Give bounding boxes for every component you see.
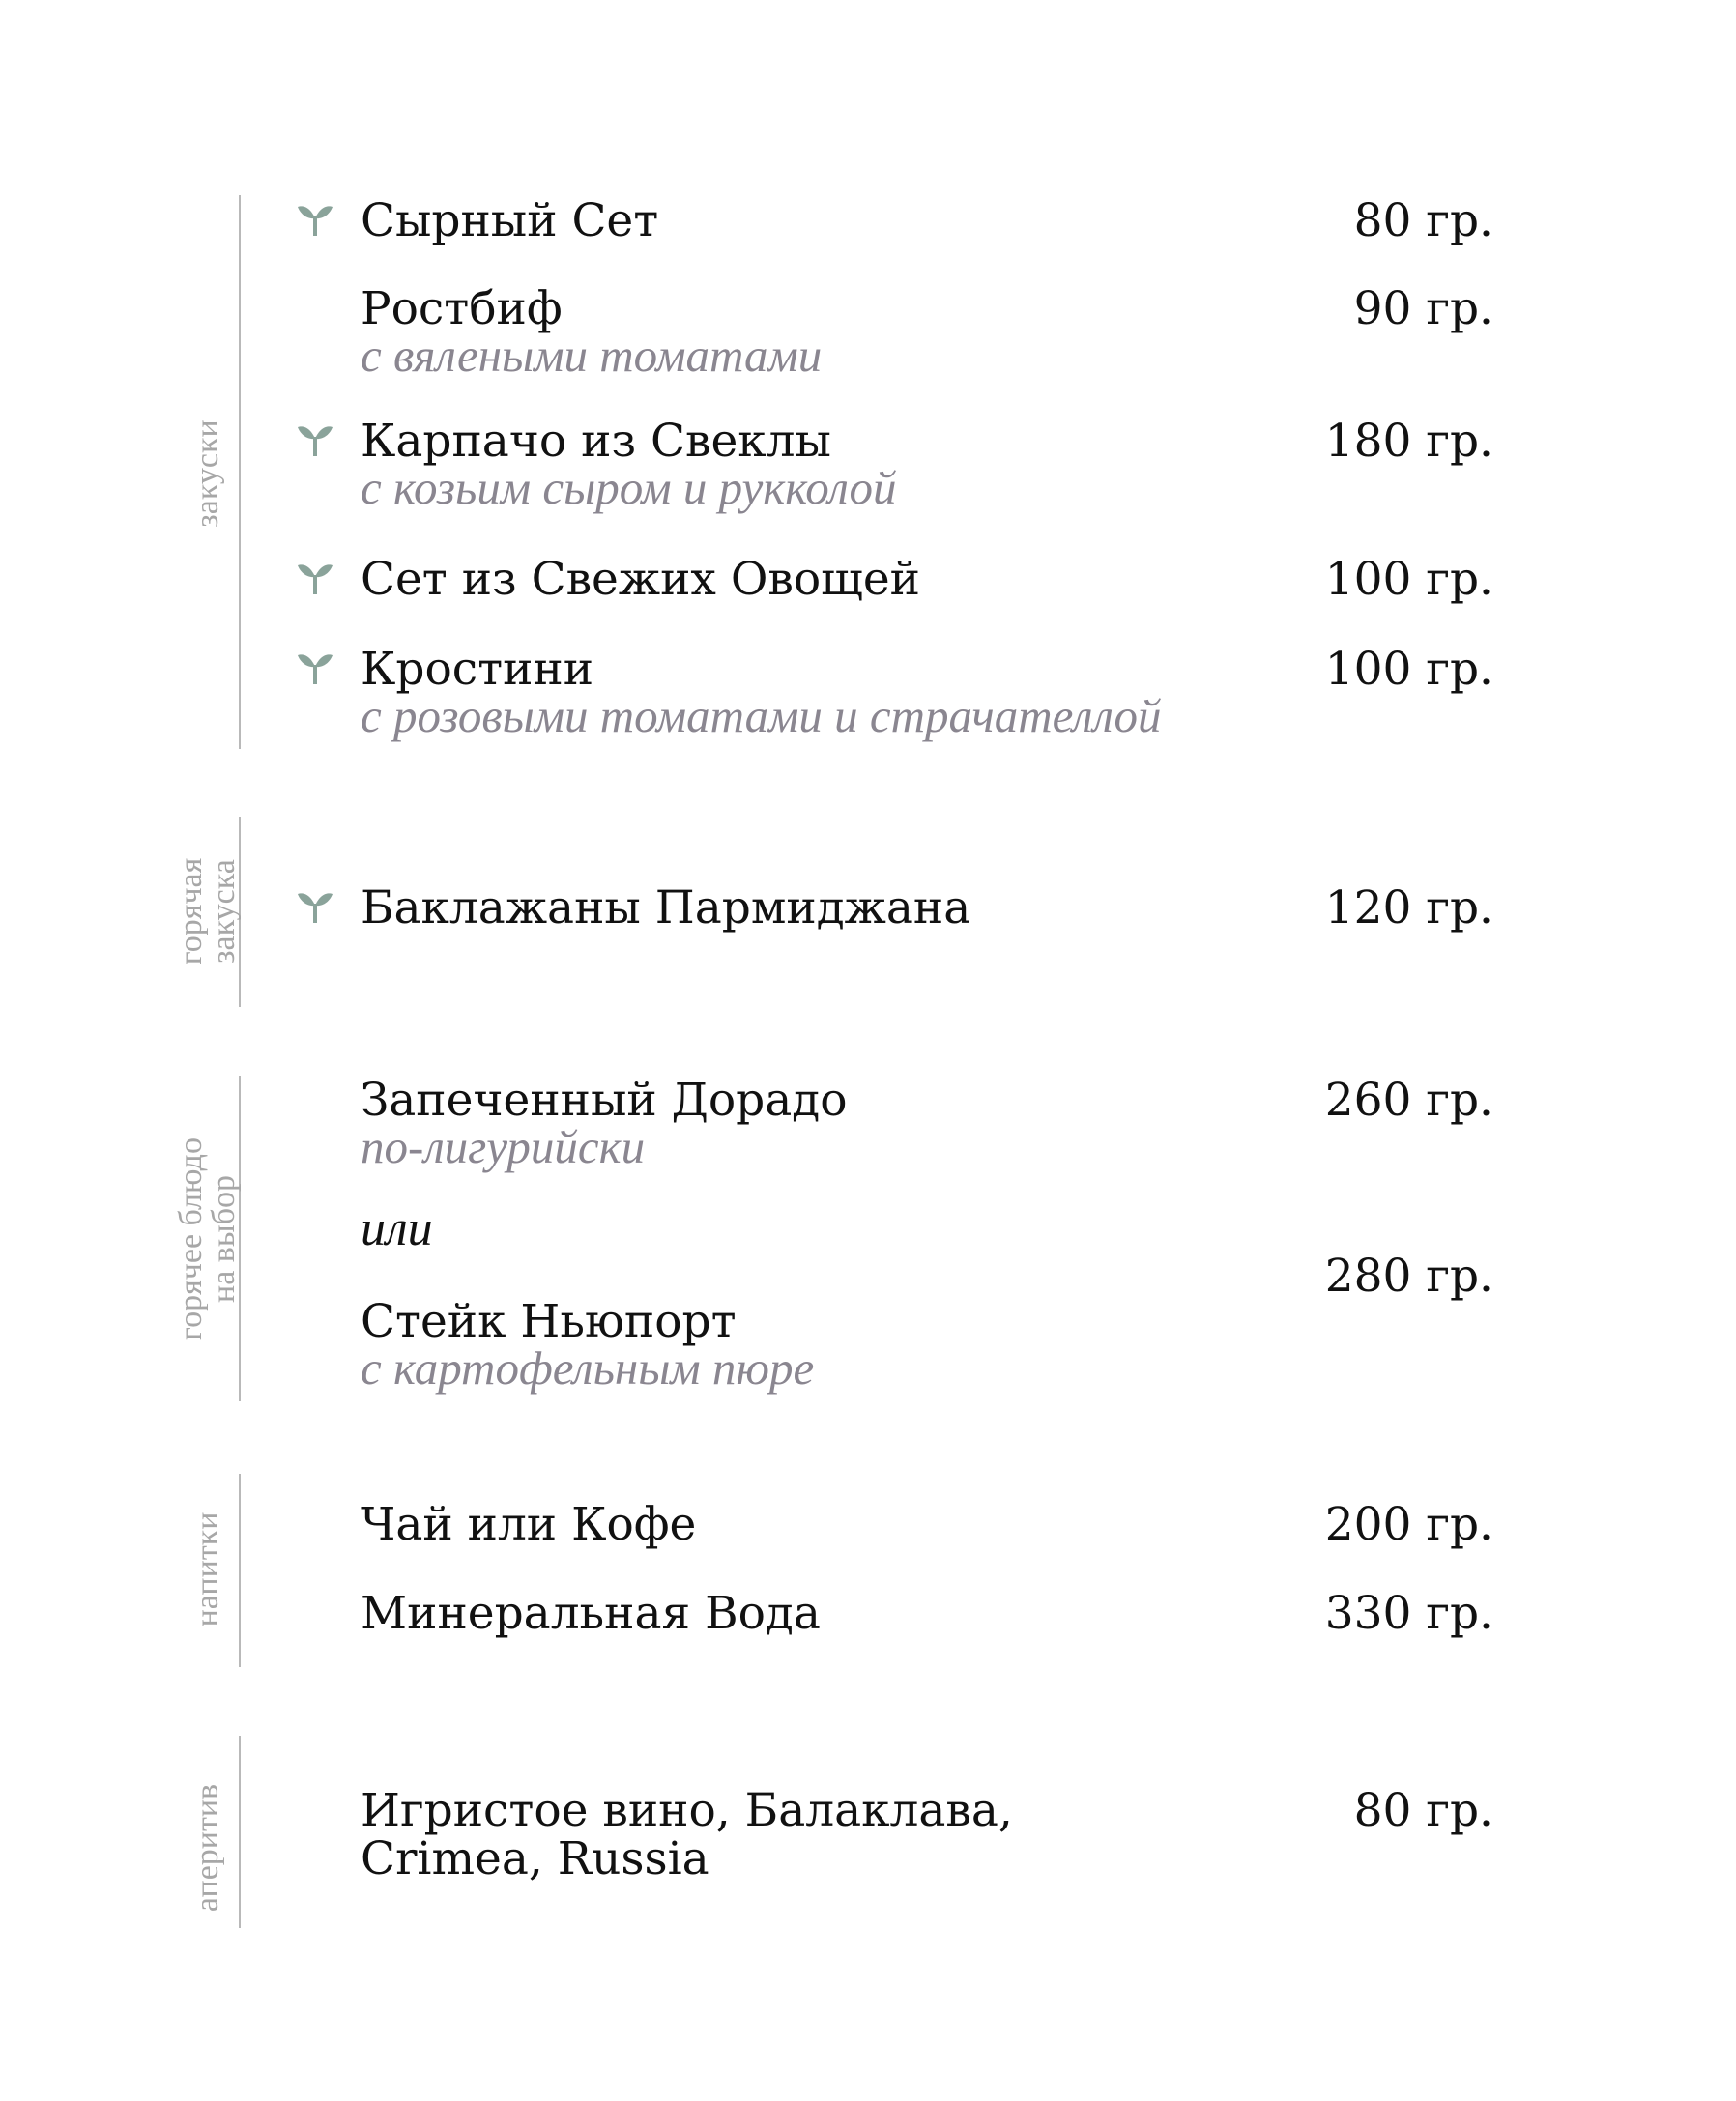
item-subtitle: с розовыми томатами и страчателлой — [361, 689, 1162, 742]
item-price: 80 гр. — [1353, 194, 1493, 247]
sprout-icon — [297, 650, 333, 685]
item-price: 120 гр. — [1324, 881, 1493, 935]
menu-item-eggplant-parmigiana — [361, 881, 1493, 935]
item-name-line-1: Игристое вино, Балаклава, — [361, 1784, 1013, 1837]
sprout-icon — [297, 561, 333, 595]
item-name: Запеченный Дорадо — [361, 1074, 848, 1127]
menu-item-cheese-set — [361, 194, 1493, 247]
item-name: Сет из Свежих Овощей — [361, 553, 920, 606]
section-divider-drinks — [239, 1474, 241, 1667]
item-name: Ростбиф — [361, 282, 563, 335]
sprout-icon — [297, 202, 333, 237]
item-subtitle: с козьим сыром и рукколой — [361, 461, 897, 514]
menu-item-newport-steak — [361, 1295, 1493, 1395]
item-price: 200 гр. — [1324, 1498, 1493, 1551]
item-name: Кростини — [361, 643, 594, 696]
sprout-icon — [297, 422, 333, 457]
choice-separator: или — [361, 1201, 433, 1256]
menu-item-beet-carpaccio — [361, 415, 1493, 514]
item-price: 330 гр. — [1324, 1587, 1493, 1640]
item-name: Сырный Сет — [361, 194, 659, 247]
menu-item-baked-dorado — [361, 1074, 1493, 1173]
item-name: Минеральная Вода — [361, 1587, 821, 1640]
item-price: 100 гр. — [1324, 553, 1493, 606]
sprout-icon — [297, 889, 333, 924]
item-name: Карпачо из Свеклы — [361, 415, 831, 468]
menu-item-mineral-water — [361, 1587, 1493, 1640]
item-price: 180 гр. — [1324, 415, 1493, 468]
item-price: 100 гр. — [1324, 643, 1493, 696]
item-name-line-2: Crimea, Russia — [361, 1832, 709, 1885]
item-price-steak: 280 гр. — [1324, 1250, 1493, 1303]
menu-item-roastbeef — [361, 282, 1493, 382]
item-subtitle: по-лигурийски — [361, 1120, 646, 1173]
menu-item-crostini — [361, 643, 1493, 742]
section-divider-zakuski — [239, 195, 241, 749]
item-price: 80 гр. — [1353, 1784, 1493, 1837]
item-price: 260 гр. — [1324, 1074, 1493, 1127]
item-name: Баклажаны Пармиджана — [361, 881, 971, 935]
item-price: 90 гр. — [1353, 282, 1493, 335]
item-name: Чай или Кофе — [361, 1498, 697, 1551]
item-name: Стейк Ньюпорт — [361, 1295, 737, 1348]
menu-item-fresh-vegetables — [361, 553, 1493, 606]
item-subtitle: с картофельным пюре — [361, 1341, 815, 1395]
section-divider-aperitif — [239, 1736, 241, 1928]
menu-item-tea-coffee — [361, 1498, 1493, 1551]
menu-item-sparkling-wine — [361, 1784, 1493, 1885]
item-subtitle: с вялеными томатами — [361, 329, 823, 382]
